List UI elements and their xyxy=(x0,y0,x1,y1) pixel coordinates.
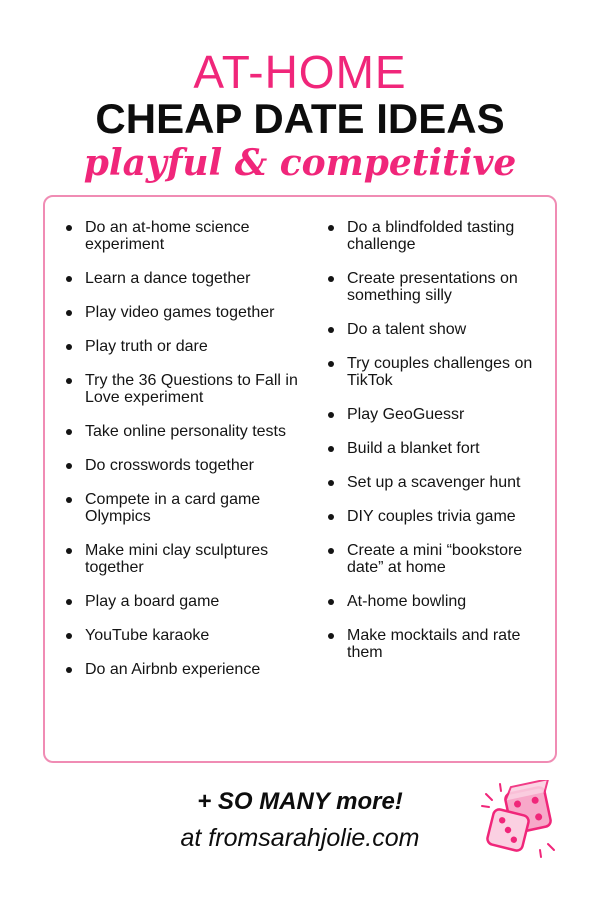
title-at-home: AT-HOME xyxy=(193,46,407,98)
list-item: Play truth or dare xyxy=(65,338,305,355)
list-item: Build a blanket fort xyxy=(327,440,551,457)
list-item: At-home bowling xyxy=(327,593,551,610)
so-many-more-text: + SO MANY more! xyxy=(197,788,403,815)
list-item: Create a mini “bookstore date” at home xyxy=(327,542,551,576)
list-item: Take online personality tests xyxy=(65,423,305,440)
subtitle-playful-competitive: playful & competitive xyxy=(83,142,517,184)
list-item: Try the 36 Questions to Fall in Love experiment xyxy=(65,372,305,406)
list-item: Do an Airbnb experience xyxy=(65,661,305,678)
list-item: DIY couples trivia game xyxy=(327,508,551,525)
dice-icon xyxy=(478,780,566,860)
list-item: Make mocktails and rate them xyxy=(327,627,551,661)
ideas-card xyxy=(43,195,557,763)
list-item: Try couples challenges on TikTok xyxy=(327,355,551,389)
list-item: Do a talent show xyxy=(327,321,551,338)
website-text: at fromsarahjolie.com xyxy=(180,824,420,852)
list-item: Create presentations on something silly xyxy=(327,270,551,304)
title-cheap-date-ideas: CHEAP DATE IDEAS xyxy=(95,95,505,142)
list-item: Do an at-home science experiment xyxy=(65,219,305,253)
list-item: YouTube karaoke xyxy=(65,627,305,644)
list-item: Play a board game xyxy=(65,593,305,610)
list-item: Do a blindfolded tasting challenge xyxy=(327,219,551,253)
ideas-list-left xyxy=(65,219,305,695)
ideas-list-right xyxy=(327,219,551,678)
list-item: Make mini clay sculptures together xyxy=(65,542,305,576)
list-item: Set up a scavenger hunt xyxy=(327,474,551,491)
list-item: Play video games together xyxy=(65,304,305,321)
list-item: Play GeoGuessr xyxy=(327,406,551,423)
list-item: Compete in a card game Olympics xyxy=(65,491,305,525)
list-item: Do crosswords together xyxy=(65,457,305,474)
list-item: Learn a dance together xyxy=(65,270,305,287)
